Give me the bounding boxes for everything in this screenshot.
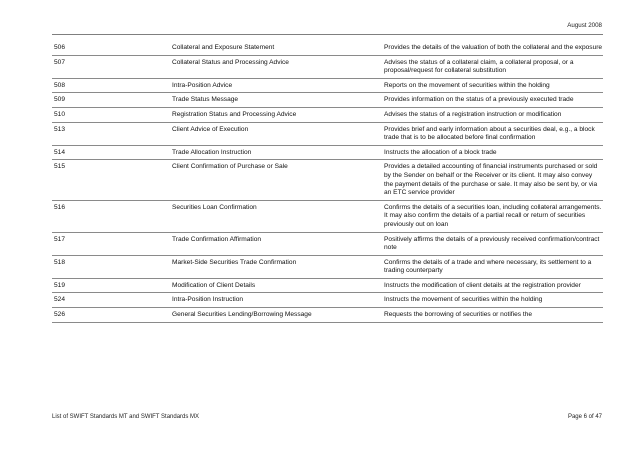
table-row	[52, 79, 603, 94]
message-name: Modification of Client Details	[172, 281, 256, 289]
message-code: 510	[54, 110, 66, 118]
message-description: Confirms the details of a securities loan, including collateral arrangements. It may also confirm the details of a partial recall or return of securities previously out on loan	[384, 203, 602, 228]
message-description: Positively affirms the details of a previously received confirmation/contract note	[384, 235, 600, 252]
table-row	[52, 293, 603, 308]
table-row	[52, 308, 603, 323]
message-name: Client Advice of Execution	[172, 125, 249, 133]
header-divider	[52, 34, 603, 35]
table-row	[52, 56, 603, 79]
message-name: Registration Status and Processing Advice	[172, 110, 297, 118]
message-code: 516	[54, 203, 66, 211]
message-name: Market-Side Securities Trade Confirmation	[172, 258, 297, 266]
table-row	[52, 93, 603, 108]
message-description: Provides information on the status of a previously executed trade	[384, 96, 574, 104]
message-description: Advises the status of a registration instruction or modification	[384, 110, 562, 118]
message-code: 526	[54, 311, 66, 319]
message-description: Provides the details of the valuation of both the collateral and the exposure	[384, 44, 603, 51]
message-description: Instructs the allocation of a block trade	[384, 148, 497, 156]
message-description: Provides a detailed accounting of financial instruments purchased or sold by the Sender on behalf or the Receiver or its client. It may also convey the payment details of the purchase or sale. It may also be sent by, or via an ETC service provider	[384, 163, 598, 197]
message-code: 508	[54, 81, 66, 89]
message-name: Trade Allocation Instruction	[172, 148, 252, 156]
message-code: 507	[54, 58, 66, 66]
message-code: 509	[54, 96, 66, 104]
message-code: 506	[54, 44, 66, 51]
message-name: Trade Status Message	[172, 96, 239, 104]
message-description: Provides brief and early information about a securities deal, e.g., a block trade that is to be allocated before final confirmation	[384, 125, 595, 142]
message-name: Trade Confirmation Affirmation	[172, 235, 262, 243]
message-type-table	[52, 41, 603, 323]
message-description: Instructs the modification of client details at the registration provider	[384, 281, 581, 289]
table-row	[52, 160, 603, 200]
message-code: 515	[54, 163, 66, 171]
message-code: 513	[54, 125, 66, 133]
message-name: Collateral and Exposure Statement	[172, 44, 275, 51]
table-row	[52, 256, 603, 279]
table-row	[52, 108, 603, 123]
message-name: Collateral Status and Processing Advice	[172, 58, 289, 66]
message-name: General Securities Lending/Borrowing Message	[172, 311, 312, 319]
table-row	[52, 146, 603, 161]
message-description: Instructs the movement of securities within the holding	[384, 296, 543, 304]
message-description: Reports on the movement of securities within the holding	[384, 81, 550, 89]
table-row	[52, 41, 603, 56]
message-name: Securities Loan Confirmation	[172, 203, 257, 211]
message-name: Intra-Position Advice	[172, 81, 233, 89]
message-code: 519	[54, 281, 66, 289]
message-code: 518	[54, 258, 66, 266]
footer-page-number: Page 6 of 47	[567, 414, 602, 420]
message-name: Intra-Position Instruction	[172, 296, 244, 304]
message-description: Confirms the details of a trade and where necessary, its settlement to a trading counterparty	[384, 258, 592, 275]
table-row	[52, 123, 603, 146]
header-date: August 2008	[567, 22, 602, 29]
message-description: Advises the status of a collateral claim, a collateral proposal, or a proposal/request for collateral substitution	[384, 58, 574, 75]
message-code: 517	[54, 235, 66, 243]
message-code: 514	[54, 148, 66, 156]
message-code: 524	[54, 296, 66, 304]
message-description: Requests the borrowing of securities or notifies the	[384, 311, 533, 319]
table-row	[52, 201, 603, 233]
table-row	[52, 233, 603, 256]
message-name: Client Confirmation of Purchase or Sale	[172, 163, 288, 171]
footer-document-title: List of SWIFT Standards MT and SWIFT Standards MX	[52, 414, 200, 420]
table-row	[52, 279, 603, 294]
